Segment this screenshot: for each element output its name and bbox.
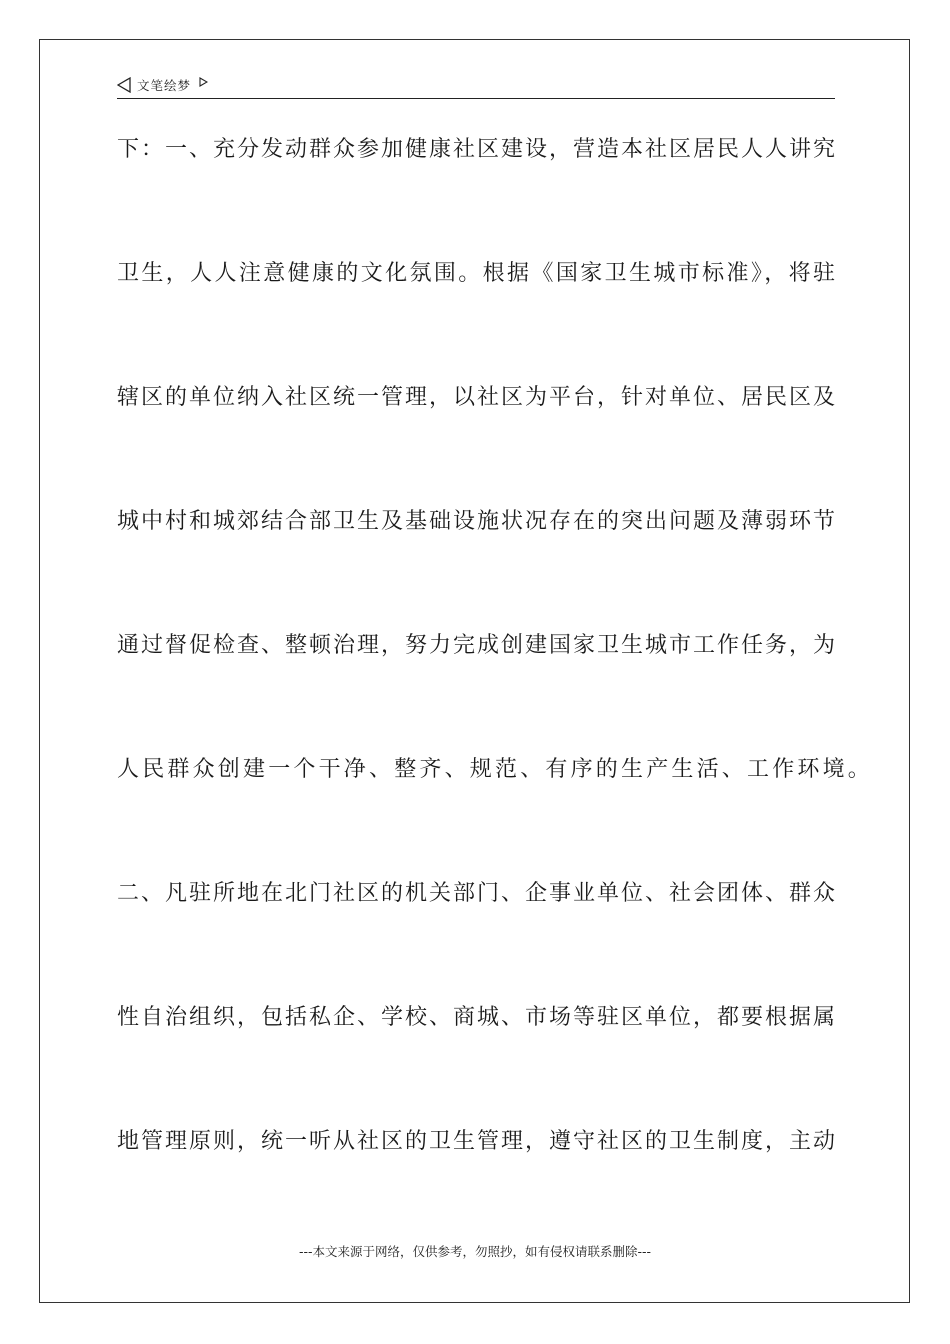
triangle-left-outline-icon: [117, 77, 131, 93]
text-line: 通过督促检查、整顿治理，努力完成创建国家卫生城市工作任务，为: [117, 633, 835, 658]
text-line: 二、凡驻所地在北门社区的机关部门、企事业单位、社会团体、群众: [117, 881, 835, 906]
footer-notice: ---本文来源于网络，仅供参考，勿照抄，如有侵权请联系删除---: [298, 1244, 652, 1259]
text-line: 地管理原则，统一听从社区的卫生管理，遵守社区的卫生制度，主动: [117, 1129, 835, 1154]
triangle-right-outline-icon: [199, 77, 208, 87]
text-line: 性自治组织，包括私企、学校、商城、市场等驻区单位，都要根据属: [117, 1005, 835, 1030]
text-line: 辖区的单位纳入社区统一管理，以社区为平台，针对单位、居民区及: [117, 385, 835, 410]
text-line: 城中村和城郊结合部卫生及基础设施状况存在的突出问题及薄弱环节: [117, 509, 835, 534]
text-line: 卫生，人人注意健康的文化氛围。根据《国家卫生城市标准》，将驻: [117, 261, 835, 286]
header-brand: 文笔绘梦: [137, 78, 192, 93]
page-header: [117, 72, 835, 99]
text-line: 下：一、充分发动群众参加健康社区建设，营造本社区居民人人讲究: [117, 137, 835, 162]
document-body: [117, 130, 874, 1246]
text-line: 人民群众创建一个干净、整齐、规范、有序的生产生活、工作环境。: [117, 757, 874, 782]
